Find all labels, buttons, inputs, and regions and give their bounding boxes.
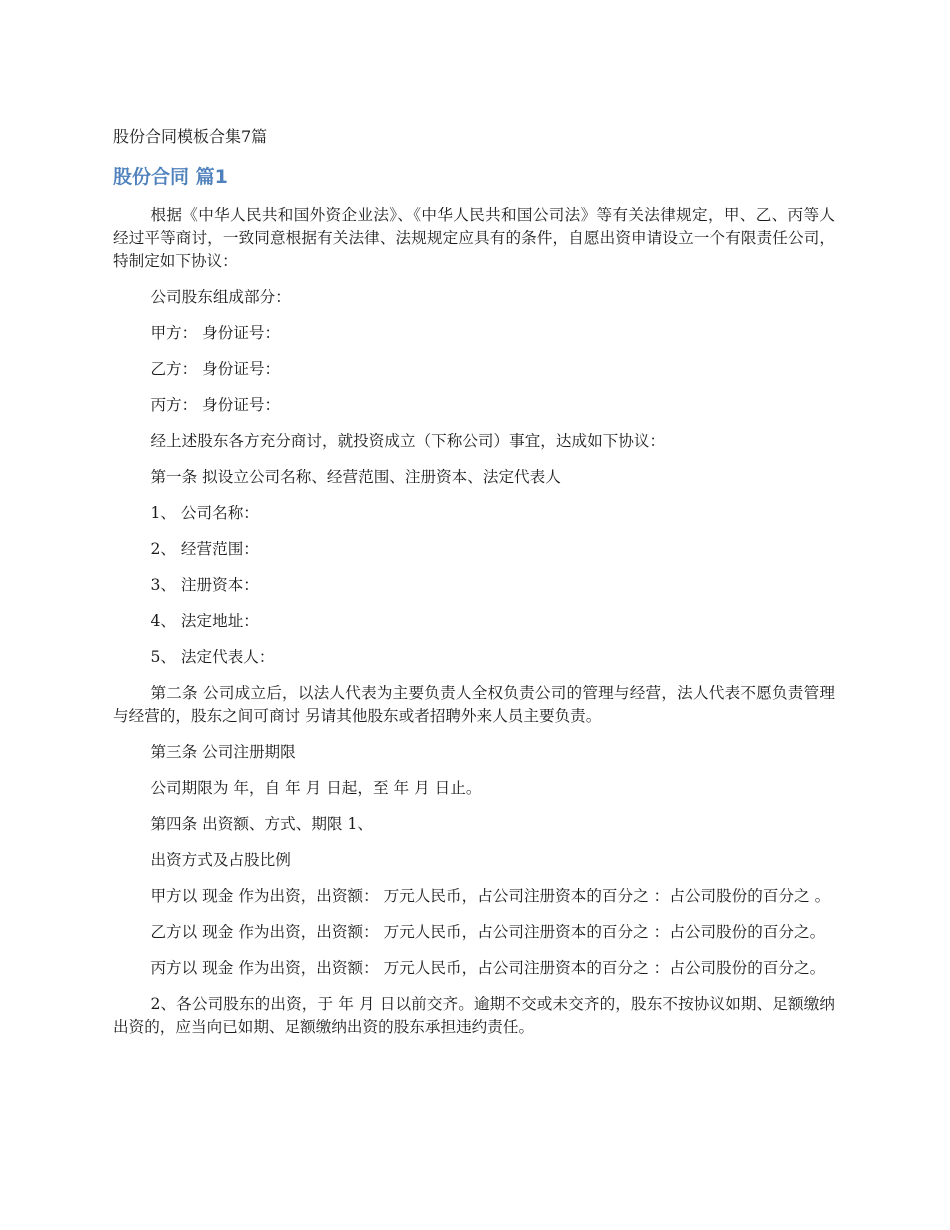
list-item: 3、 注册资本：	[150, 576, 259, 594]
paragraph: 第四条 出资额、方式、期限 1、	[150, 815, 373, 833]
paragraph: 公司期限为 年，自 年 月 日起，至 年 月 日止。	[150, 779, 482, 797]
paragraph: 乙方： 身份证号：	[150, 360, 281, 378]
paragraph: 第一条 拟设立公司名称、经营范围、注册资本、法定代表人	[150, 468, 561, 486]
list-item: 2、 经营范围：	[150, 540, 259, 558]
list-item: 4、 法定地址：	[150, 612, 259, 630]
paragraph: 甲方： 身份证号：	[150, 324, 281, 342]
paragraph: 公司股东组成部分：	[150, 288, 291, 306]
paragraph: 第二条 公司成立后，以法人代表为主要负责人全权负责公司的管理与经营，法人代表不愿负责管理与经营的，股东之间可商讨 另请其他股东或者招聘外来人员主要负责。	[113, 684, 835, 725]
list-item: 1、 公司名称：	[150, 504, 259, 522]
section-heading: 股份合同 篇1	[113, 166, 228, 188]
paragraph: 出资方式及占股比例	[150, 851, 291, 869]
paragraph: 根据《中华人民共和国外资企业法》、《中华人民共和国公司法》等有关法律规定，甲、乙、丙等人经过平等商讨，一致同意根据有关法律、法规规定应具有的条件，自愿出资申请设立一个有限责任公司，特制定如下协议：	[113, 206, 835, 270]
paragraph: 丙方： 身份证号：	[150, 396, 281, 414]
paragraph: 丙方以 现金 作为出资，出资额： 万元人民币，占公司注册资本的百分之 ：占公司股份的百分之。	[150, 959, 826, 977]
paragraph: 乙方以 现金 作为出资，出资额： 万元人民币，占公司注册资本的百分之 ：占公司股份的百分之。	[150, 923, 826, 941]
document-title: 股份合同模板合集7篇	[113, 127, 268, 146]
document-body	[113, 204, 835, 1052]
paragraph: 2、各公司股东的出资，于 年 月 日以前交齐。逾期不交或未交齐的，股东不按协议如期、足额缴纳出资的，应当向已如期、足额缴纳出资的股东承担违约责任。	[113, 995, 835, 1036]
paragraph: 经上述股东各方充分商讨，就投资成立（下称公司）事宜，达成如下协议：	[150, 432, 666, 450]
paragraph: 第三条 公司注册期限	[150, 743, 296, 761]
paragraph: 甲方以 现金 作为出资，出资额： 万元人民币，占公司注册资本的百分之 ：占公司股份的百分之 。	[150, 887, 831, 905]
list-item: 5、 法定代表人：	[150, 648, 275, 666]
